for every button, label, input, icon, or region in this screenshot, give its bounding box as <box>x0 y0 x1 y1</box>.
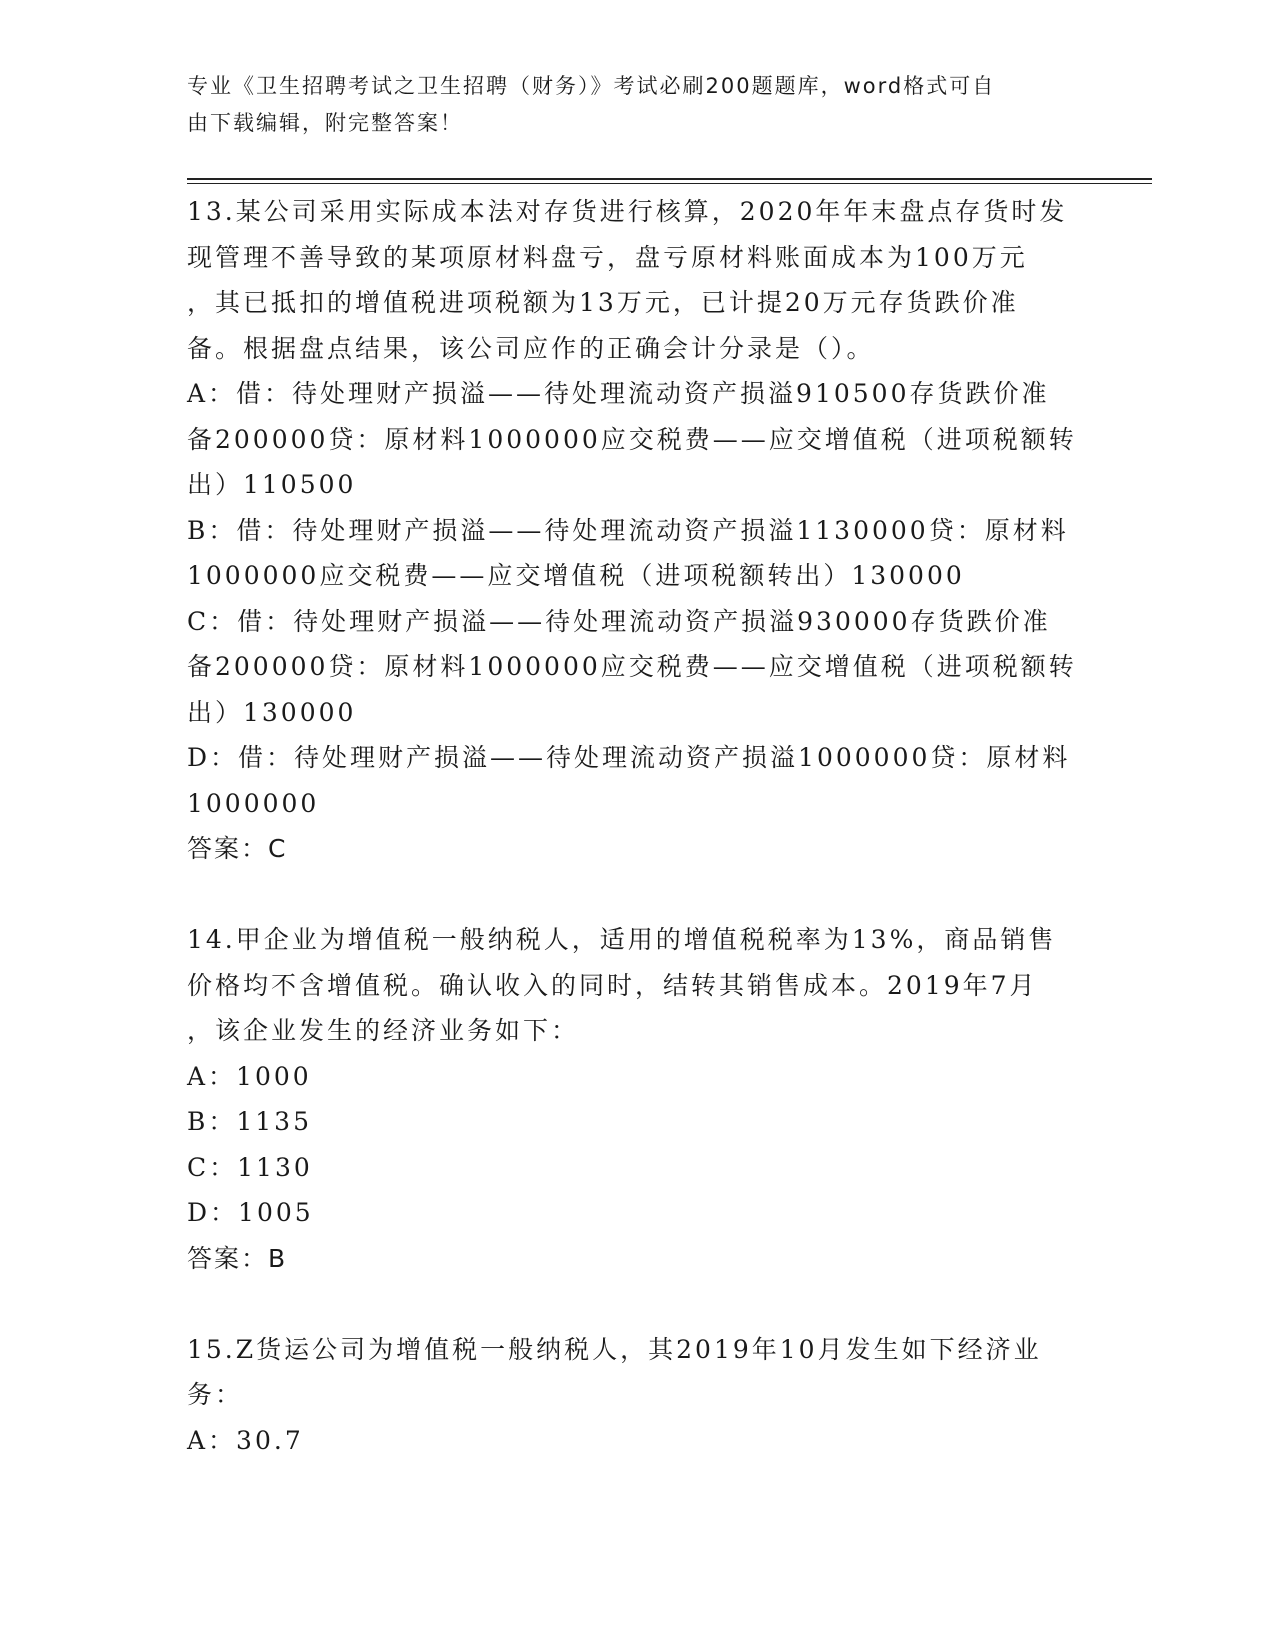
option-line: A：借：待处理财产损溢——待处理流动资产损溢910500存货跌价准 <box>187 379 1050 408</box>
answer-label: 答案：C <box>187 834 288 863</box>
question-15 <box>187 1327 1067 1464</box>
question-line: 价格均不含增值税。确认收入的同时，结转其销售成本。2019年7月 <box>187 970 1038 1000</box>
option-line: D：借：待处理财产损溢——待处理流动资产损溢1000000贷：原材料 <box>187 743 1071 772</box>
option-line: 出）110500 <box>187 470 357 499</box>
option-line: D：1005 <box>187 1198 314 1227</box>
document-header <box>187 68 1067 142</box>
option-line: A：1000 <box>187 1061 312 1091</box>
question-line: 备。根据盘点结果，该公司应作的正确会计分录是（）。 <box>187 333 875 363</box>
option-line: 1000000应交税费——应交增值税（进项税额转出）130000 <box>187 561 965 590</box>
option-line: C：借：待处理财产损溢——待处理流动资产损溢930000存货跌价准 <box>187 606 1051 636</box>
question-line: ，该企业发生的经济业务如下： <box>187 1016 580 1045</box>
option-line: 备200000贷：原材料1000000应交税费——应交增值税（进项税额转 <box>187 424 1077 454</box>
option-line: A：30.7 <box>187 1425 304 1455</box>
option-line: 出）130000 <box>187 697 357 727</box>
question-line: ，其已抵扣的增值税进项税额为13万元，已计提20万元存货跌价准 <box>187 288 1019 317</box>
question-line: 13.某公司采用实际成本法对存货进行核算，2020年年末盘点存货时发 <box>187 197 1068 226</box>
option-line: C：1130 <box>187 1152 313 1182</box>
option-line: B：借：待处理财产损溢——待处理流动资产损溢1130000贷：原材料 <box>187 515 1069 545</box>
option-line: B：1135 <box>187 1107 312 1136</box>
answer-label: 答案：B <box>187 1243 288 1273</box>
header-line: 由下载编辑，附完整答案！ <box>187 111 463 135</box>
spacer <box>187 872 1067 918</box>
option-line: 1000000 <box>187 788 320 818</box>
question-line: 务： <box>187 1380 244 1409</box>
header-rule-thick <box>187 178 1152 180</box>
question-14 <box>187 917 1067 1281</box>
question-line: 14.甲企业为增值税一般纳税人，适用的增值税税率为13%，商品销售 <box>187 925 1057 954</box>
question-13 <box>187 189 1077 872</box>
spacer <box>187 1281 1067 1327</box>
question-line: 15.Z货运公司为增值税一般纳税人，其2019年10月发生如下经济业 <box>187 1334 1042 1364</box>
document-body <box>187 189 1077 1463</box>
question-line: 现管理不善导致的某项原材料盘亏，盘亏原材料账面成本为100万元 <box>187 242 1028 272</box>
header-line: 专业《卫生招聘考试之卫生招聘（财务）》考试必刷200题题库，word格式可自 <box>187 74 996 98</box>
option-line: 备200000贷：原材料1000000应交税费——应交增值税（进项税额转 <box>187 652 1077 681</box>
header-rule-thin <box>187 183 1152 184</box>
